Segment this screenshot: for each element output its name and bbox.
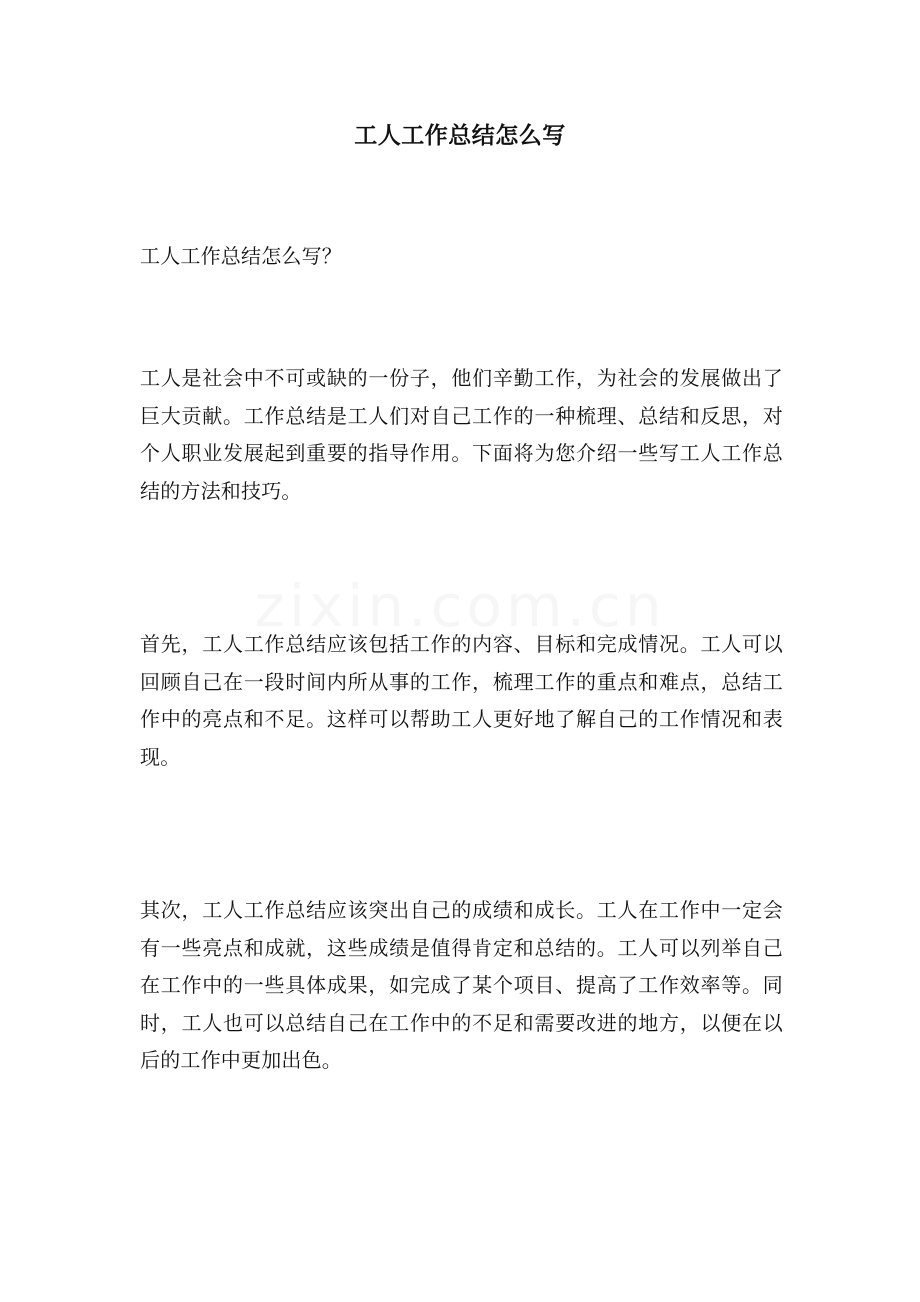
page-title: 工人工作总结怎么写 [354,122,566,149]
paragraph-second: 其次，工人工作总结应该突出自己的成绩和成长。工人在工作中一定会有一些亮点和成就，这些成绩是值得肯定和总结的。工人可以列举自己在工作中的一些具体成果，如完成了某个项目、提高了工作效率等。同时，工人也可以总结自己在工作中的不足和需要改进的地方，以便在以后的工作中更加出色。 [140,898,783,1072]
paragraph-first: 首先，工人工作总结应该包括工作的内容、目标和完成情况。工人可以回顾自己在一段时间内所从事的工作，梳理工作的重点和难点，总结工作中的亮点和不足。这样可以帮助工人更好地了解自己的工作情况和表现。 [140,632,783,769]
subtitle-line: 工人工作总结怎么写？ [140,244,342,268]
paragraph-intro: 工人是社会中不可或缺的一份子，他们辛勤工作，为社会的发展做出了巨大贡献。工作总结是工人们对自己工作的一种梳理、总结和反思，对个人职业发展起到重要的指导作用。下面将为您介绍一些写工人工作总结的方法和技巧。 [140,366,783,503]
